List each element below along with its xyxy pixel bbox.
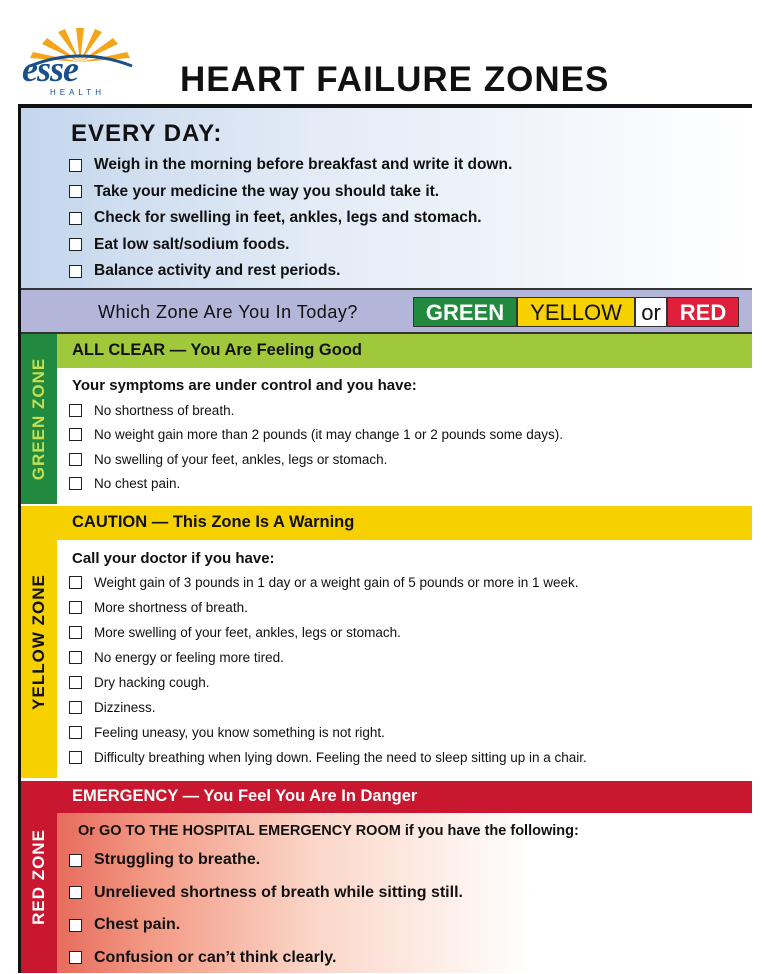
list-item — [69, 398, 563, 423]
list-item — [69, 909, 463, 942]
red-zone-lead: Or GO TO THE HOSPITAL EMERGENCY ROOM if you have the following: — [78, 823, 579, 839]
checkbox[interactable] — [69, 404, 82, 417]
item-label: More swelling of your feet, ankles, legs or stomach. — [94, 625, 401, 640]
checkbox[interactable] — [69, 751, 82, 764]
header-label: ALL CLEAR — You Are Feeling Good — [72, 341, 362, 360]
red-zone-list — [69, 844, 463, 974]
red-label: RED — [667, 297, 739, 327]
red-zone-header — [57, 781, 752, 813]
item-label: No energy or feeling more tired. — [94, 650, 284, 665]
item-label: Weigh in the morning before breakfast and write it down. — [94, 156, 512, 174]
list-item — [69, 670, 587, 695]
item-label: Eat low salt/sodium foods. — [94, 236, 290, 254]
list-item — [69, 472, 563, 497]
checkbox[interactable] — [69, 919, 82, 932]
list-item — [69, 205, 512, 232]
item-label: Chest pain. — [94, 916, 180, 934]
list-item — [69, 570, 587, 595]
item-label: Difficulty breathing when lying down. Feeling the need to sleep sitting up in a chair. — [94, 750, 587, 765]
zones-sheet — [18, 108, 752, 973]
checkbox[interactable] — [69, 601, 82, 614]
list-item — [69, 447, 563, 472]
or-label: or — [635, 297, 667, 327]
green-zone-list — [69, 398, 563, 496]
item-label: Dry hacking cough. — [94, 675, 210, 690]
green-label: GREEN — [413, 297, 517, 327]
checkbox[interactable] — [69, 238, 82, 251]
green-zone-header — [57, 334, 752, 368]
side-label: GREEN ZONE — [29, 358, 49, 480]
green-zone-lead: Your symptoms are under control and you have: — [72, 377, 417, 394]
green-zone-side — [21, 334, 57, 504]
every-day-section — [21, 108, 752, 288]
which-zone-question: Which Zone Are You In Today? — [98, 302, 358, 323]
checkbox[interactable] — [69, 726, 82, 739]
item-label: No chest pain. — [94, 476, 180, 491]
side-label: YELLOW ZONE — [29, 574, 49, 710]
list-item — [69, 152, 512, 179]
esse-health-logo — [20, 22, 140, 102]
yellow-zone-list — [69, 570, 587, 770]
checkbox[interactable] — [69, 212, 82, 225]
checkbox[interactable] — [69, 886, 82, 899]
item-label: Confusion or can’t think clearly. — [94, 949, 336, 967]
header-label: EMERGENCY — You Feel You Are In Danger — [72, 787, 417, 806]
green-zone — [21, 334, 752, 504]
red-zone-side — [21, 781, 57, 973]
which-zone-bar — [21, 288, 752, 334]
list-item — [69, 942, 463, 974]
item-label: Check for swelling in feet, ankles, legs and stomach. — [94, 209, 482, 227]
list-item — [69, 745, 587, 770]
list-item — [69, 258, 512, 285]
item-label: Dizziness. — [94, 700, 156, 715]
item-label: Struggling to breathe. — [94, 851, 260, 869]
checkbox[interactable] — [69, 265, 82, 278]
yellow-zone-header — [57, 506, 752, 540]
list-item — [69, 844, 463, 877]
yellow-label: YELLOW — [517, 297, 635, 327]
checkbox[interactable] — [69, 701, 82, 714]
item-label: No shortness of breath. — [94, 403, 234, 418]
checkbox[interactable] — [69, 626, 82, 639]
side-label: RED ZONE — [29, 829, 49, 925]
yellow-zone — [21, 504, 752, 778]
list-item — [69, 645, 587, 670]
list-item — [69, 232, 512, 259]
page-title: HEART FAILURE ZONES — [180, 60, 609, 100]
yellow-zone-side — [21, 506, 57, 778]
list-item — [69, 695, 587, 720]
item-label: No weight gain more than 2 pounds (it may change 1 or 2 pounds some days). — [94, 427, 563, 442]
every-day-heading: EVERY DAY: — [71, 120, 222, 148]
item-label: Take your medicine the way you should take it. — [94, 183, 439, 201]
list-item — [69, 620, 587, 645]
checkbox[interactable] — [69, 185, 82, 198]
list-item — [69, 423, 563, 448]
logo-subtitle: HEALTH — [50, 88, 105, 97]
checkbox[interactable] — [69, 676, 82, 689]
item-label: Unrelieved shortness of breath while sitting still. — [94, 884, 463, 902]
list-item — [69, 179, 512, 206]
item-label: More shortness of breath. — [94, 600, 248, 615]
checkbox[interactable] — [69, 854, 82, 867]
header-label: CAUTION — This Zone Is A Warning — [72, 513, 354, 532]
item-label: Weight gain of 3 pounds in 1 day or a weight gain of 5 pounds or more in 1 week. — [94, 575, 579, 590]
every-day-list — [69, 152, 512, 285]
checkbox[interactable] — [69, 477, 82, 490]
checkbox[interactable] — [69, 576, 82, 589]
list-item — [69, 720, 587, 745]
checkbox[interactable] — [69, 951, 82, 964]
red-zone — [21, 778, 752, 973]
logo-wordmark: esse — [22, 48, 78, 90]
checkbox[interactable] — [69, 453, 82, 466]
item-label: Balance activity and rest periods. — [94, 262, 340, 280]
checkbox[interactable] — [69, 428, 82, 441]
checkbox[interactable] — [69, 159, 82, 172]
checkbox[interactable] — [69, 651, 82, 664]
list-item — [69, 595, 587, 620]
item-label: No swelling of your feet, ankles, legs or stomach. — [94, 452, 387, 467]
item-label: Feeling uneasy, you know something is not right. — [94, 725, 385, 740]
yellow-zone-lead: Call your doctor if you have: — [72, 550, 275, 567]
list-item — [69, 877, 463, 910]
